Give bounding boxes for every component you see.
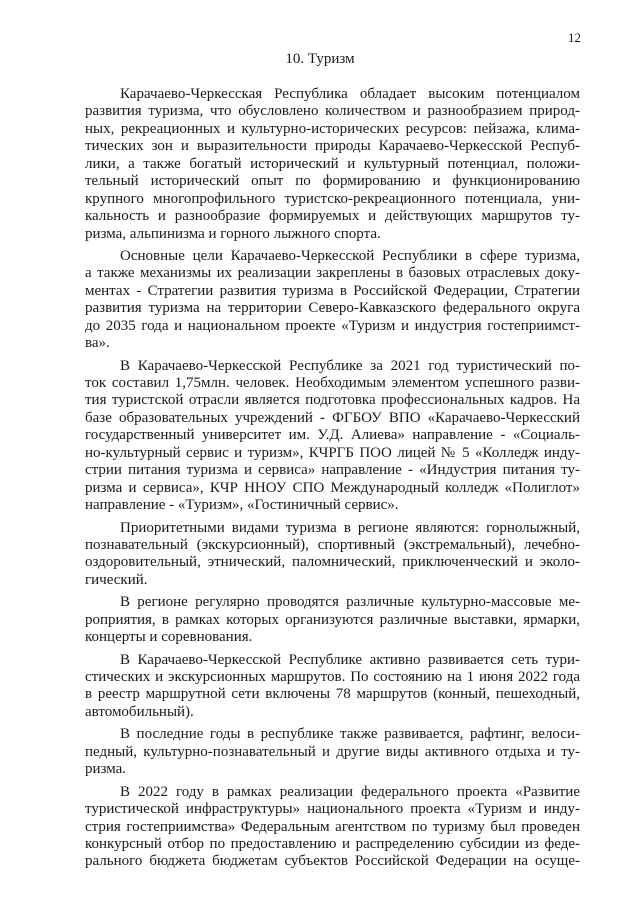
paragraph: [85, 652, 580, 722]
text-line: автомобильный).: [85, 703, 194, 720]
text-line: развития туризма, что обусловлено количеством и разнообразием природ-: [85, 103, 580, 120]
page-number: 12: [568, 30, 581, 45]
text-line: ментах - Стратегии развития туризма в Российской Федерации, Стратегии: [85, 282, 580, 299]
text-line: в реестр маршрутной сети включены 78 маршрутов (конный, пешеходный,: [85, 686, 580, 703]
text-line: ных, рекреационных и культурно-исторических ресурсов: пейзажа, клима-: [85, 120, 580, 137]
text-line: Карачаево-Черкесская Республика обладает высоким потенциалом: [120, 86, 580, 102]
text-line: развития туризма на территории Северо-Кавказского федерального округа: [85, 300, 580, 317]
text-line: рального бюджета бюджетам субъектов Российской Федерации на осуще-: [85, 853, 580, 870]
text-line: ризма и сервиса», КЧР ННОУ СПО Международный колледж «Полиглот»: [85, 479, 580, 496]
text-line: познавательный (экскурсионный), спортивный (экстремальный), лечебно-: [85, 536, 580, 553]
text-line: ризма.: [85, 761, 127, 778]
text-line: ризма, альпинизма и горного лыжного спорта.: [85, 225, 381, 242]
paragraph: [85, 86, 580, 243]
text-line: государственный университет им. У.Д. Алиева» направление - «Социаль-: [85, 427, 580, 444]
text-line: ток составил 1,75млн. человек. Необходимым элементом успешного разви-: [85, 375, 580, 391]
text-line: В Карачаево-Черкесской Республике за 2021 год туристический по-: [120, 357, 580, 374]
text-line: Приоритетными видами туризма в регионе являются: горнолыжный,: [120, 519, 580, 536]
text-line: гический.: [85, 571, 148, 588]
paragraph: [85, 520, 580, 590]
text-line: тических зон и выразительности природы Карачаево-Черкесской Респуб-: [85, 138, 580, 155]
text-line: а также механизмы их реализации закреплены в базовых отраслевых доку-: [85, 265, 580, 282]
text-line: тельный исторический опыт по формированию и функционированию: [85, 173, 580, 190]
paragraph: [85, 594, 580, 646]
text-line: В 2022 году в рамках реализации федерального проекта «Развитие: [120, 783, 580, 800]
text-line: педный, культурно-познавательный и другие виды активного отдыха и ту-: [85, 743, 580, 760]
text-line: концерты и соревнования.: [85, 629, 253, 646]
text-line: Основные цели Карачаево-Черкесской Республики в сфере туризма,: [120, 247, 580, 264]
section-heading: 10. Туризм: [285, 51, 355, 67]
document-body: [85, 86, 580, 871]
text-line: В последние годы в республике также развивается, рафтинг, велоси-: [120, 726, 580, 743]
paragraph: [85, 726, 580, 778]
text-line: до 2035 года и национальном проекте «Туризм и индустрия гостеприимст-: [85, 317, 580, 334]
paragraph: [85, 358, 580, 515]
text-line: оздоровительный, этнический, паломнический, приключенческий и эколо-: [85, 554, 580, 571]
paragraph: [85, 784, 580, 871]
text-line: направление - «Туризм», «Гостиничный сервис».: [85, 497, 399, 514]
text-line: стических и экскурсионных маршрутов. По состоянию на 1 июня 2022 года: [85, 669, 580, 685]
text-line: роприятия, в рамках которых организуются различные выставки, ярмарки,: [85, 611, 580, 628]
text-line: ва».: [85, 335, 110, 352]
text-line: крупного многопрофильного туристско-рекреационного потенциала, уни-: [85, 190, 580, 207]
text-line: но-культурный сервис и туризм», КЧРГБ ПОО лицей № 5 «Колледж инду-: [85, 444, 580, 461]
text-line: туристической инфраструктуры» национального проекта «Туризм и инду-: [85, 801, 580, 818]
text-line: стрия гостеприимства» Федеральным агентством по туризму был проведен: [85, 818, 580, 835]
text-line: лики, а также богатый исторический и культурный потенциал, положи-: [85, 155, 580, 172]
text-line: В Карачаево-Черкесской Республике активно развивается сеть тури-: [120, 651, 580, 668]
text-line: В регионе регулярно проводятся различные культурно-массовые ме-: [120, 594, 580, 611]
paragraph: [85, 248, 580, 353]
text-line: тия туристской отрасли является подготовка профессиональных кадров. На: [85, 392, 580, 409]
text-line: базе образовательных учреждений - ФГБОУ ВПО «Карачаево-Черкесский: [85, 409, 580, 426]
text-line: кальность и разнообразие формируемых и действующих маршрутов ту-: [85, 208, 580, 225]
text-line: стрии питания туризма и сервиса» направление - «Индустрия питания ту-: [85, 462, 580, 479]
text-line: конкурсный отбор по предоставлению и распределению субсидии из феде-: [85, 835, 580, 852]
